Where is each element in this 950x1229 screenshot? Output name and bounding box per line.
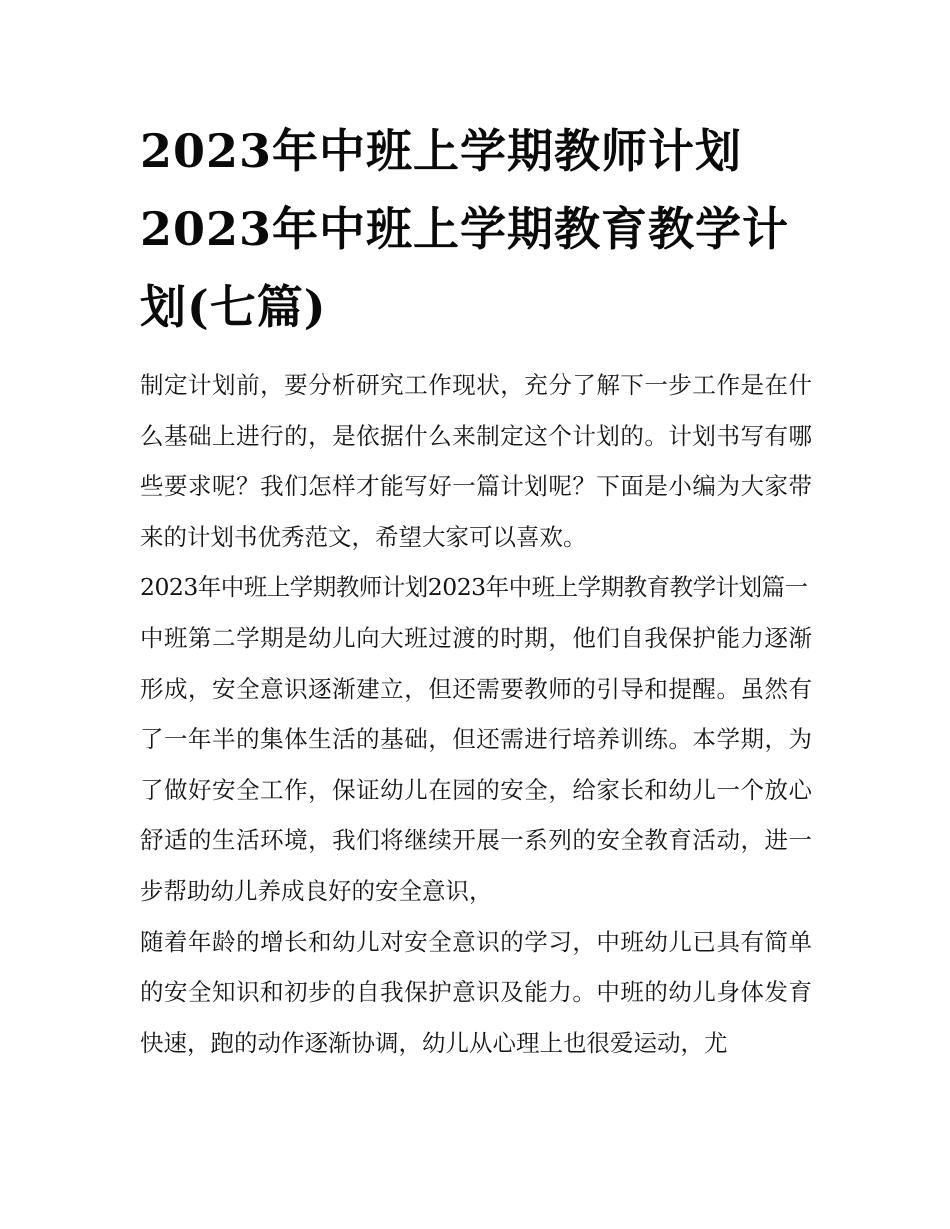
body-paragraph: 中班第二学期是幼儿向大班过渡的时期，他们自我保护能力逐渐形成，安全意识逐渐建立，但还需要教师的引导和提醒。虽然有了一年半的集体生活的基础，但还需进行培养训练。本学期，为了做好安全工作，保证幼儿在园的安全，给家长和幼儿一个放心舒适的生活环境，我们将继续开展一系列的安全教育活动，进一步帮助幼儿养成良好的安全意识， — [140, 623, 812, 905]
section-heading: 2023年中班上学期教师计划2023年中班上学期教育教学计划篇一 — [140, 573, 808, 602]
body-paragraph: 随着年龄的增长和幼儿对安全意识的学习，中班幼儿已具有简单的安全知识和初步的自我保护意识及能力。中班的幼儿身体发育快速，跑的动作逐渐协调，幼儿从心理上也很爱运动，尤 — [140, 927, 812, 1057]
document-page — [140, 112, 812, 1068]
intro-paragraph: 制定计划前，要分析研究工作现状，充分了解下一步工作是在什么基础上进行的，是依据什么来制定这个计划的。计划书写有哪些要求呢？我们怎样才能写好一篇计划呢？下面是小编为大家带来的计划书优秀范文，希望大家可以喜欢。 — [140, 371, 812, 551]
document-title: 2023年中班上学期教师计划2023年中班上学期教育教学计划(七篇) — [140, 124, 790, 334]
